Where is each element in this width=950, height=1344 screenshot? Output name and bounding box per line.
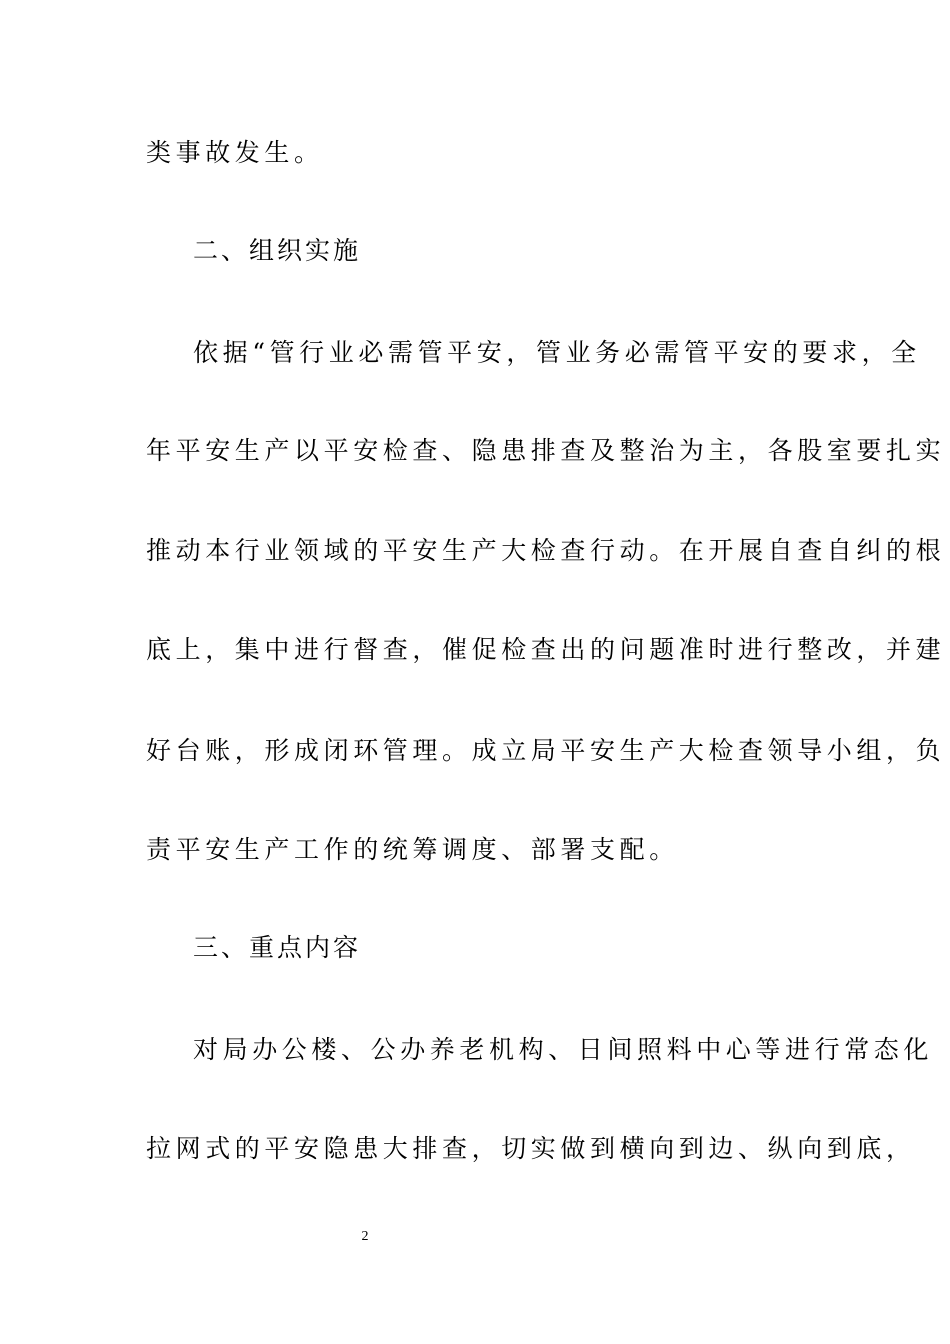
paragraph-line: 推动本行业领域的平安生产大检查行动。在开展自查自纠的根: [146, 536, 946, 565]
section-heading: 二、组织实施: [193, 236, 362, 265]
paragraph-line: 对局办公楼、公办养老机构、日间照料中心等进行常态化: [193, 1035, 934, 1064]
paragraph-line: 拉网式的平安隐患大排查，切实做到横向到边、纵向到底，: [146, 1134, 916, 1163]
paragraph-line: 底上，集中进行督查，催促检查出的问题准时进行整改，并建: [146, 635, 946, 664]
paragraph-line: 类事故发生。: [146, 138, 324, 167]
paragraph-line: 年平安生产以平安检查、隐患排查及整治为主，各股室要扎实: [146, 436, 946, 465]
paragraph-line: 依据“管行业必需管平安，管业务必需管平安的要求，全: [193, 338, 921, 367]
paragraph-line: 责平安生产工作的统筹调度、部署支配。: [146, 835, 679, 864]
paragraph-line: 好台账，形成闭环管理。成立局平安生产大检查领导小组，负: [146, 736, 946, 765]
page-number: 2: [361, 1229, 369, 1244]
section-heading: 三、重点内容: [193, 933, 362, 962]
